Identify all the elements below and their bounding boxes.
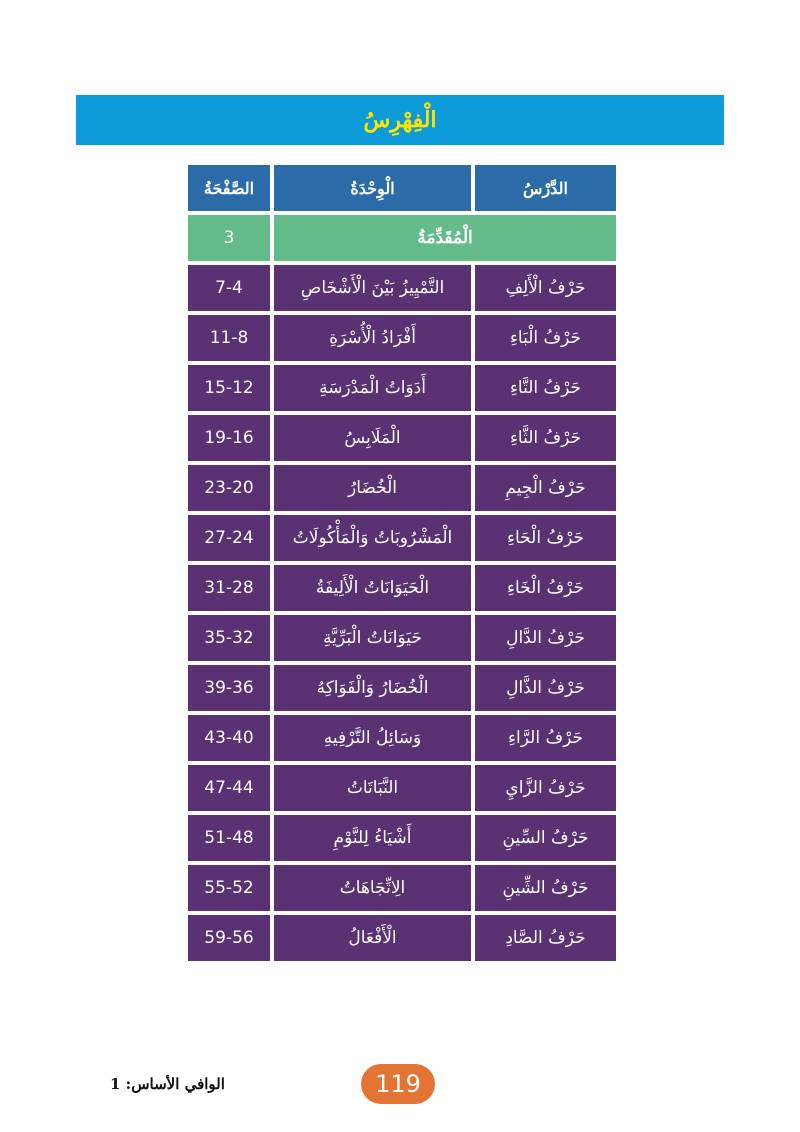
intro-page: 3 — [188, 215, 270, 261]
lesson-cell: حَرْفُ الْخَاءِ — [475, 565, 616, 611]
unit-cell: حَيَوَانَاتُ الْبَرِّيَّةِ — [274, 615, 471, 661]
pages-cell: 31-28 — [188, 565, 270, 611]
pages-cell: 59-56 — [188, 915, 270, 961]
pages-cell: 27-24 — [188, 515, 270, 561]
lesson-cell: حَرْفُ السِّينِ — [475, 815, 616, 861]
pages-cell: 7-4 — [188, 265, 270, 311]
header-unit: الْوِحْدَةُ — [274, 165, 471, 211]
unit-cell: الْمَلَابِسُ — [274, 415, 471, 461]
pages-cell: 55-52 — [188, 865, 270, 911]
table-row[interactable] — [184, 715, 616, 761]
table-row[interactable] — [184, 515, 616, 561]
intro-row[interactable] — [184, 215, 616, 261]
lesson-cell: حَرْفُ الذَّالِ — [475, 665, 616, 711]
unit-cell: أَفْرَادُ الْأُسْرَةِ — [274, 315, 471, 361]
header-page: الصَّفْحَةُ — [188, 165, 270, 211]
table-row[interactable] — [184, 315, 616, 361]
unit-cell: التَّمْيِيزُ بَيْنَ الْأَشْخَاصِ — [274, 265, 471, 311]
table-row[interactable] — [184, 465, 616, 511]
pages-cell: 47-44 — [188, 765, 270, 811]
index-title: الْفِهْرِسُ — [363, 107, 437, 133]
pages-cell: 23-20 — [188, 465, 270, 511]
book-title: الوافي الأساس: 1 — [110, 1075, 225, 1093]
unit-cell: أَشْيَاءُ لِلنَّوْمِ — [274, 815, 471, 861]
lesson-cell: حَرْفُ الشِّينِ — [475, 865, 616, 911]
unit-cell: الْأَفْعَالُ — [274, 915, 471, 961]
pages-cell: 11-8 — [188, 315, 270, 361]
lesson-cell: حَرْفُ الصَّادِ — [475, 915, 616, 961]
table-row[interactable] — [184, 365, 616, 411]
pages-cell: 39-36 — [188, 665, 270, 711]
lesson-cell: حَرْفُ الْأَلِفِ — [475, 265, 616, 311]
lesson-cell: حَرْفُ الرَّاءِ — [475, 715, 616, 761]
table-row[interactable] — [184, 765, 616, 811]
table-row[interactable] — [184, 415, 616, 461]
lesson-cell: حَرْفُ الثَّاءِ — [475, 415, 616, 461]
pages-cell: 43-40 — [188, 715, 270, 761]
lesson-cell: حَرْفُ الْبَاءِ — [475, 315, 616, 361]
pages-cell: 35-32 — [188, 615, 270, 661]
table-of-contents — [184, 165, 616, 965]
table-row[interactable] — [184, 665, 616, 711]
page-number-badge: 119 — [361, 1064, 435, 1104]
pages-cell: 15-12 — [188, 365, 270, 411]
table-row[interactable] — [184, 915, 616, 961]
lesson-cell: حَرْفُ الزَّايِ — [475, 765, 616, 811]
lesson-cell: حَرْفُ الْجِيمِ — [475, 465, 616, 511]
unit-cell: الْمَشْرُوبَاتُ وَالْمَأْكُولَاتُ — [274, 515, 471, 561]
table-row[interactable] — [184, 265, 616, 311]
table-row[interactable] — [184, 815, 616, 861]
pages-cell: 19-16 — [188, 415, 270, 461]
unit-cell: وَسَائِلُ التَّرْفِيهِ — [274, 715, 471, 761]
unit-cell: الِاتِّجَاهَاتُ — [274, 865, 471, 911]
index-title-bar — [76, 95, 724, 145]
pages-cell: 51-48 — [188, 815, 270, 861]
lesson-cell: حَرْفُ الدَّالِ — [475, 615, 616, 661]
lesson-cell: حَرْفُ التَّاءِ — [475, 365, 616, 411]
unit-cell: النَّبَاتَاتُ — [274, 765, 471, 811]
unit-cell: الْخُضَارُ — [274, 465, 471, 511]
table-row[interactable] — [184, 865, 616, 911]
table-row[interactable] — [184, 615, 616, 661]
unit-cell: الْخُضَارُ وَالْفَوَاكِهُ — [274, 665, 471, 711]
unit-cell: أَدَوَاتُ الْمَدْرَسَةِ — [274, 365, 471, 411]
lesson-cell: حَرْفُ الْحَاءِ — [475, 515, 616, 561]
intro-label: الْمُقَدِّمَةُ — [274, 215, 616, 261]
unit-cell: الْحَيَوَانَاتُ الْأَلِيفَةُ — [274, 565, 471, 611]
table-header-row — [184, 165, 616, 211]
table-row[interactable] — [184, 565, 616, 611]
header-lesson: الدَّرْسُ — [475, 165, 616, 211]
